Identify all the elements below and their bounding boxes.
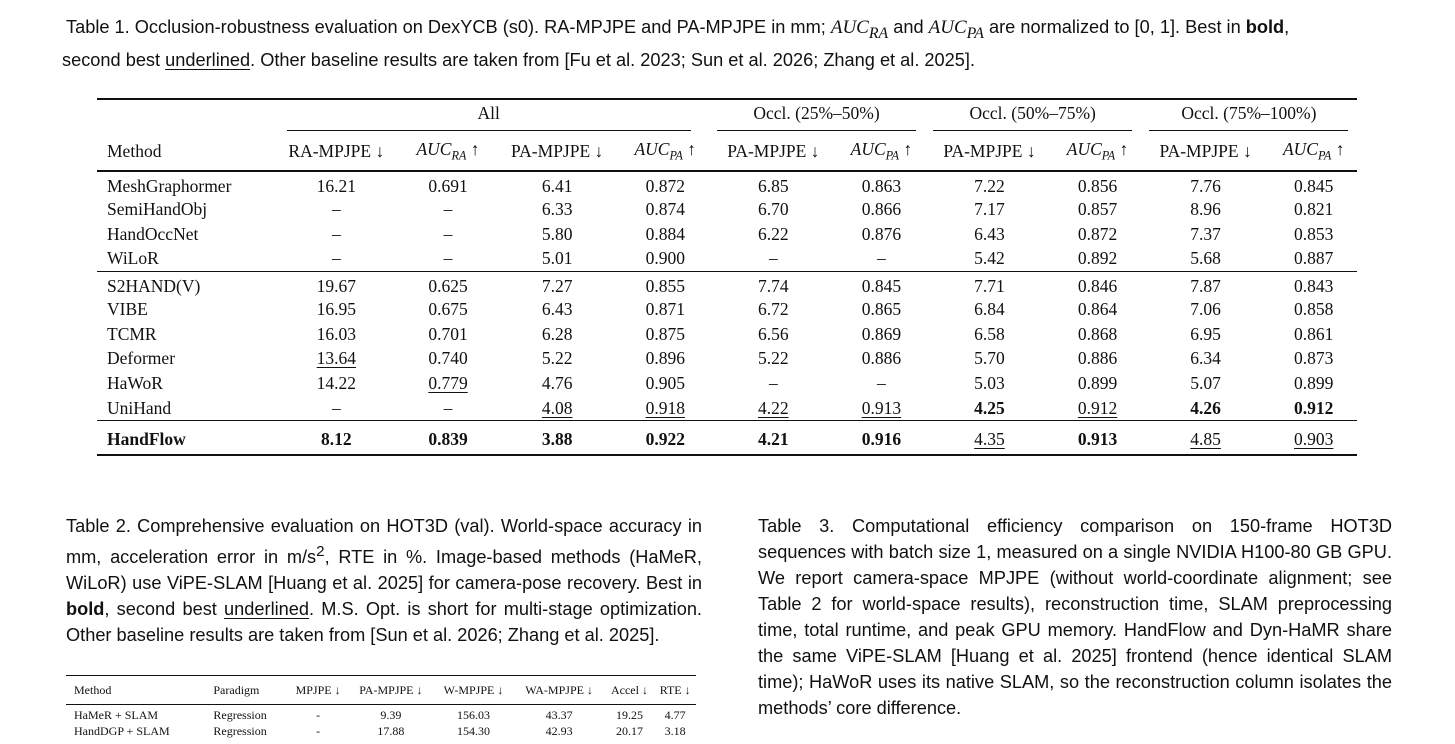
value-cell: 4.08 [541, 397, 573, 418]
value-cell: 6.56 [758, 323, 789, 344]
value-cell: Regression [213, 708, 267, 722]
table-row [97, 297, 1357, 322]
caption-text: are normalized to [0, 1]. Best in [983, 17, 1246, 37]
value-cell: 0.872 [645, 176, 685, 196]
value-cell: 0.701 [428, 323, 468, 344]
value-cell: – [768, 248, 778, 269]
value-cell: 0.874 [645, 198, 685, 219]
table-row [97, 346, 1357, 371]
value-cell: 0.865 [861, 298, 902, 319]
caption-text: , [1284, 17, 1290, 37]
value-cell: 19.25 [615, 708, 643, 722]
value-cell: 0.905 [645, 373, 685, 394]
value-cell: 5.03 [974, 373, 1005, 394]
value-cell: 7.71 [925, 271, 1055, 297]
method-cell: S2HAND(V) [97, 271, 269, 297]
value-cell: 7.06 [1190, 298, 1221, 319]
value-cell: 0.872 [1077, 223, 1118, 244]
group-header-occl-25-50: Occl. (25%–50%) [708, 99, 924, 133]
col-header: RA-MPJPE ↓ [269, 133, 404, 171]
value-cell: 7.74 [708, 271, 838, 297]
value-cell: – [877, 373, 886, 394]
value-cell: 6.95 [1190, 323, 1221, 344]
value-cell: – [443, 248, 453, 269]
value-cell: 14.22 [316, 373, 357, 394]
value-cell: 20.17 [615, 723, 643, 738]
value-cell: 4.22 [758, 397, 789, 418]
value-cell: 6.84 [974, 298, 1005, 319]
value-cell: 0.839 [404, 421, 493, 455]
value-cell: 6.43 [974, 223, 1005, 244]
value-cell: 0.899 [1077, 373, 1118, 394]
value-cell: 0.887 [1294, 248, 1334, 269]
value-cell: 0.886 [861, 348, 902, 369]
col-header: PA-MPJPE ↓ [925, 133, 1055, 171]
method-header: Method [97, 133, 269, 171]
value-cell: – [331, 223, 341, 244]
caption-underlined-word: underlined [165, 49, 251, 70]
value-cell: 0.625 [404, 271, 493, 297]
method-cell: WiLoR [107, 248, 159, 269]
value-cell: 4.21 [708, 421, 838, 455]
value-cell: 8.12 [269, 421, 404, 455]
value-cell: 0.856 [1077, 176, 1118, 196]
value-cell: 0.873 [1294, 348, 1334, 369]
value-cell: 6.34 [1190, 348, 1221, 369]
method-cell: VIBE [107, 298, 148, 319]
col-header: PA-MPJPE ↓ [492, 133, 622, 171]
value-cell: 0.913 [861, 397, 902, 418]
t2-col-header: RTE ↓ [654, 676, 696, 705]
table-row [97, 197, 1357, 222]
value-cell: 0.846 [1054, 271, 1140, 297]
value-cell: – [443, 223, 453, 244]
t2-col-header: W-MPJPE ↓ [433, 676, 513, 705]
value-cell: 0.875 [645, 323, 685, 344]
value-cell: – [443, 397, 453, 418]
value-cell: 154.30 [457, 723, 490, 738]
table-row [97, 222, 1357, 247]
value-cell: 4.25 [974, 397, 1005, 418]
value-cell: 6.41 [541, 176, 573, 196]
value-cell: 16.21 [316, 176, 357, 196]
value-cell: – [877, 248, 886, 269]
value-cell: 17.88 [377, 723, 405, 738]
value-cell: 43.37 [545, 708, 573, 722]
value-cell: 0.863 [861, 176, 902, 196]
value-cell: 0.899 [1294, 373, 1334, 394]
value-cell: 7.37 [1190, 223, 1221, 244]
col-header: $AUC_{PA}$ ↑ [838, 133, 924, 171]
value-cell: 0.876 [861, 223, 902, 244]
method-cell: SemiHandObj [107, 198, 208, 219]
value-cell: 0.868 [1077, 323, 1118, 344]
value-cell: 6.33 [541, 198, 573, 219]
value-cell: 0.853 [1294, 223, 1334, 244]
value-cell: 8.96 [1190, 198, 1221, 219]
value-cell: 7.76 [1190, 176, 1221, 196]
value-cell: 5.22 [758, 348, 789, 369]
value-cell: 0.884 [645, 223, 685, 244]
value-cell: 0.691 [428, 176, 468, 196]
value-cell: 4.76 [541, 373, 573, 394]
value-cell: 0.866 [861, 198, 902, 219]
group-header-occl-50-75: Occl. (50%–75%) [925, 99, 1141, 133]
table3-caption: Table 3. Computational efficiency comparison on 150-frame HOT3D sequences with batch size 1, measured on a single NVIDIA H100-80 GB GPU. We report camera-space MPJPE (without world-coordinate alignment; see Table 2 for world-space results), reconstruction time, SLAM preprocessing time, total runtime, and peak GPU memory. HandFlow and Dyn-HaMR share the same ViPE-SLAM [Huang et al. 2025] frontend (hence identical SLAM time); HaWoR uses its native SLAM, so the reconstruction column isolates the methods’ core difference. [758, 516, 1392, 718]
value-cell: - [316, 723, 321, 738]
method-cell: HaMeR + SLAM [74, 708, 159, 722]
value-cell: 0.858 [1294, 298, 1334, 319]
value-cell: 16.03 [316, 323, 357, 344]
value-cell: 42.93 [545, 723, 573, 738]
col-header: $AUC_{PA}$ ↑ [1270, 133, 1357, 171]
auc-pa-symbol: $AUC_{PA}$ [928, 17, 984, 42]
value-cell: 7.22 [974, 176, 1005, 196]
value-cell: 0.845 [838, 271, 924, 297]
value-cell: 0.857 [1077, 198, 1118, 219]
value-cell: 9.39 [380, 708, 402, 722]
group-header-all: All [269, 99, 708, 133]
value-cell: 6.43 [541, 298, 573, 319]
value-cell: 6.70 [758, 198, 789, 219]
value-cell: 0.903 [1270, 421, 1357, 455]
value-cell: 0.913 [1054, 421, 1140, 455]
t2-col-header: Paradigm [205, 676, 287, 705]
value-cell: 0.869 [861, 323, 902, 344]
t2-col-header: PA-MPJPE ↓ [348, 676, 433, 705]
value-cell: 0.922 [622, 421, 708, 455]
value-cell: 4.26 [1190, 397, 1221, 418]
table2 [66, 675, 696, 739]
value-cell: 6.58 [974, 323, 1005, 344]
value-cell: – [331, 198, 341, 219]
value-cell: 0.886 [1077, 348, 1118, 369]
value-cell: 5.22 [541, 348, 573, 369]
group-header-occl-75-100: Occl. (75%–100%) [1141, 99, 1357, 133]
value-cell: 16.95 [316, 298, 357, 319]
value-cell: 0.861 [1294, 323, 1334, 344]
table-row [66, 723, 696, 739]
value-cell: 156.03 [457, 708, 490, 722]
value-cell: 0.871 [645, 298, 685, 319]
value-cell: 4.85 [1141, 421, 1271, 455]
value-cell: 7.87 [1141, 271, 1271, 297]
value-cell: 0.912 [1077, 397, 1118, 418]
value-cell: 0.845 [1294, 176, 1334, 196]
value-cell: 0.843 [1270, 271, 1357, 297]
table1 [97, 98, 1357, 456]
caption-bold-word: bold [66, 599, 105, 620]
value-cell: 3.18 [664, 723, 686, 738]
t2-col-header: Method [66, 676, 205, 705]
value-cell: 0.779 [428, 373, 468, 394]
value-cell: 7.17 [974, 198, 1005, 219]
caption-text: Table 1. Occlusion-robustness evaluation on DexYCB (s0). RA-MPJPE and PA-MPJPE in mm; [66, 17, 831, 37]
value-cell: 0.896 [645, 348, 685, 369]
table-row [97, 271, 1357, 297]
col-header: $AUC_{PA}$ ↑ [622, 133, 708, 171]
caption-text: second best [62, 49, 166, 70]
table-row [97, 247, 1357, 272]
value-cell: 0.916 [838, 421, 924, 455]
value-cell: 0.912 [1294, 397, 1334, 418]
caption-text: . Other baseline results are taken from [Fu et al. 2023; Sun et al. 2026; Zhang et al. 2025]. [250, 49, 975, 70]
table1-caption [62, 14, 1392, 73]
value-cell: – [768, 373, 778, 394]
value-cell: 0.675 [428, 298, 468, 319]
value-cell: 4.77 [664, 708, 686, 722]
table-row [66, 705, 696, 724]
value-cell: 5.68 [1190, 248, 1221, 269]
value-cell: 5.07 [1190, 373, 1221, 394]
value-cell: 6.28 [541, 323, 573, 344]
table-row [97, 322, 1357, 347]
value-cell: Regression [213, 723, 267, 738]
t2-col-header: MPJPE ↓ [288, 676, 349, 705]
method-cell: HaWoR [107, 373, 163, 394]
method-cell: UniHand [107, 397, 172, 418]
table-row [97, 371, 1357, 396]
value-cell: – [443, 198, 453, 219]
method-cell: HandFlow [97, 421, 269, 455]
caption-bold-word: bold [1245, 17, 1285, 37]
col-header: $AUC_{RA}$ ↑ [404, 133, 493, 171]
auc-ra-symbol: $AUC_{RA}$ [830, 17, 889, 42]
value-cell: 19.67 [269, 271, 404, 297]
value-cell: 0.900 [645, 248, 685, 269]
col-header: PA-MPJPE ↓ [1141, 133, 1271, 171]
t2-col-header: Accel ↓ [605, 676, 655, 705]
value-cell: 5.70 [974, 348, 1005, 369]
value-cell: 5.80 [541, 223, 573, 244]
value-cell: 0.918 [645, 397, 685, 418]
value-cell: – [331, 248, 341, 269]
method-cell: HandOccNet [107, 223, 199, 244]
caption-text: and [888, 17, 929, 37]
value-cell: 6.72 [758, 298, 789, 319]
value-cell: 7.27 [492, 271, 622, 297]
value-cell: 5.42 [974, 248, 1005, 269]
method-cell: MeshGraphormer [107, 176, 232, 196]
value-cell: 0.864 [1077, 298, 1118, 319]
value-cell: 6.22 [758, 223, 789, 244]
value-cell: 0.740 [428, 348, 468, 369]
table-row [97, 171, 1357, 197]
value-cell: 4.35 [925, 421, 1055, 455]
method-cell: Deformer [107, 348, 176, 369]
table-row [97, 396, 1357, 421]
table-row [97, 421, 1357, 455]
value-cell: – [331, 397, 341, 418]
value-cell: 0.892 [1077, 248, 1118, 269]
col-header: $AUC_{PA}$ ↑ [1054, 133, 1140, 171]
value-cell: 0.821 [1294, 198, 1334, 219]
method-cell: HandDGP + SLAM [74, 723, 170, 738]
value-cell: 0.855 [622, 271, 708, 297]
value-cell: 13.64 [316, 348, 357, 369]
value-cell: - [316, 708, 321, 722]
caption-underlined-word: underlined [224, 599, 309, 620]
col-header: PA-MPJPE ↓ [708, 133, 838, 171]
value-cell: 5.01 [541, 248, 573, 269]
value-cell: 6.85 [758, 176, 789, 196]
method-cell: TCMR [107, 323, 157, 344]
table2-caption: Table 2. Comprehensive evaluation on HOT3D (val). World-space accuracy in mm, acceleration error in $m/s^2$, RTE in %. Image-based methods (HaMeR, WiLoR) use ViPE-SLAM [Huang et al. 2025] for camera-pose recovery. Best in bold, second best underlined. M.S. Opt. is short for multi-stage optimization. Other baseline results are taken from [Sun et al. 2026; Zhang et al. 2025]. [66, 516, 702, 646]
t2-col-header: WA-MPJPE ↓ [514, 676, 605, 705]
value-cell: 3.88 [492, 421, 622, 455]
